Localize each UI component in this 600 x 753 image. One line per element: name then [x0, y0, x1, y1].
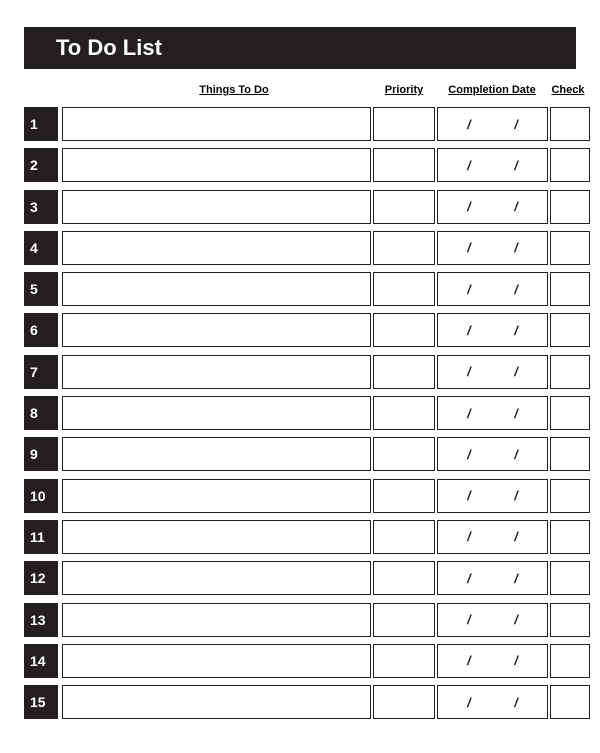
column-headers — [24, 84, 585, 100]
date-separator: / / — [467, 488, 538, 504]
completion-date-input[interactable] — [437, 313, 548, 347]
table-row — [24, 561, 576, 597]
row-number: 4 — [24, 231, 58, 265]
table-row — [24, 107, 576, 143]
check-checkbox[interactable] — [550, 313, 590, 347]
task-input[interactable] — [62, 561, 371, 595]
column-header-check: Check — [551, 84, 585, 96]
priority-input[interactable] — [373, 148, 435, 182]
table-row — [24, 190, 576, 226]
completion-date-input[interactable] — [437, 355, 548, 389]
row-number: 1 — [24, 107, 58, 141]
task-input[interactable] — [62, 272, 371, 306]
table-row — [24, 603, 576, 639]
row-number: 14 — [24, 644, 58, 678]
column-header-things-to-do: Things To Do — [199, 84, 269, 96]
table-row — [24, 313, 576, 349]
row-number: 8 — [24, 396, 58, 430]
date-separator: / / — [467, 570, 538, 586]
check-checkbox[interactable] — [550, 479, 590, 513]
title-bar — [24, 27, 576, 69]
check-checkbox[interactable] — [550, 355, 590, 389]
task-input[interactable] — [62, 148, 371, 182]
row-number: 7 — [24, 355, 58, 389]
task-input[interactable] — [62, 313, 371, 347]
row-number: 15 — [24, 685, 58, 719]
priority-input[interactable] — [373, 685, 435, 719]
row-number: 5 — [24, 272, 58, 306]
column-header-priority: Priority — [384, 84, 424, 96]
date-separator: / / — [467, 364, 538, 380]
date-separator: / / — [467, 694, 538, 710]
task-input[interactable] — [62, 355, 371, 389]
check-checkbox[interactable] — [550, 437, 590, 471]
row-number: 11 — [24, 520, 58, 554]
completion-date-input[interactable] — [437, 479, 548, 513]
priority-input[interactable] — [373, 272, 435, 306]
check-checkbox[interactable] — [550, 272, 590, 306]
page-title: To Do List — [56, 35, 162, 60]
completion-date-input[interactable] — [437, 561, 548, 595]
check-checkbox[interactable] — [550, 231, 590, 265]
completion-date-input[interactable] — [437, 644, 548, 678]
completion-date-input[interactable] — [437, 231, 548, 265]
priority-input[interactable] — [373, 190, 435, 224]
table-row — [24, 520, 576, 556]
task-input[interactable] — [62, 107, 371, 141]
date-separator: / / — [467, 322, 538, 338]
row-number: 10 — [24, 479, 58, 513]
task-input[interactable] — [62, 396, 371, 430]
date-separator: / / — [467, 116, 538, 132]
task-input[interactable] — [62, 520, 371, 554]
table-row — [24, 231, 576, 267]
row-number: 12 — [24, 561, 58, 595]
completion-date-input[interactable] — [437, 603, 548, 637]
check-checkbox[interactable] — [550, 107, 590, 141]
task-input[interactable] — [62, 685, 371, 719]
check-checkbox[interactable] — [550, 685, 590, 719]
completion-date-input[interactable] — [437, 148, 548, 182]
date-separator: / / — [467, 199, 538, 215]
date-separator: / / — [467, 653, 538, 669]
priority-input[interactable] — [373, 520, 435, 554]
completion-date-input[interactable] — [437, 396, 548, 430]
table-row — [24, 355, 576, 391]
task-input[interactable] — [62, 231, 371, 265]
table-row — [24, 685, 576, 721]
priority-input[interactable] — [373, 396, 435, 430]
column-header-completion-date: Completion Date — [448, 84, 536, 96]
check-checkbox[interactable] — [550, 148, 590, 182]
date-separator: / / — [467, 240, 538, 256]
completion-date-input[interactable] — [437, 107, 548, 141]
row-number: 9 — [24, 437, 58, 471]
check-checkbox[interactable] — [550, 520, 590, 554]
priority-input[interactable] — [373, 603, 435, 637]
task-input[interactable] — [62, 479, 371, 513]
check-checkbox[interactable] — [550, 396, 590, 430]
priority-input[interactable] — [373, 355, 435, 389]
row-number: 3 — [24, 190, 58, 224]
completion-date-input[interactable] — [437, 437, 548, 471]
priority-input[interactable] — [373, 231, 435, 265]
table-row — [24, 396, 576, 432]
table-row — [24, 272, 576, 308]
task-input[interactable] — [62, 437, 371, 471]
table-row — [24, 479, 576, 515]
row-number: 2 — [24, 148, 58, 182]
completion-date-input[interactable] — [437, 190, 548, 224]
check-checkbox[interactable] — [550, 644, 590, 678]
priority-input[interactable] — [373, 479, 435, 513]
check-checkbox[interactable] — [550, 190, 590, 224]
table-row — [24, 437, 576, 473]
date-separator: / / — [467, 405, 538, 421]
priority-input[interactable] — [373, 437, 435, 471]
row-number: 6 — [24, 313, 58, 347]
table-row — [24, 148, 576, 184]
completion-date-input[interactable] — [437, 685, 548, 719]
task-input[interactable] — [62, 190, 371, 224]
date-separator: / / — [467, 446, 538, 462]
completion-date-input[interactable] — [437, 520, 548, 554]
todo-rows — [24, 107, 576, 726]
date-separator: / / — [467, 281, 538, 297]
check-checkbox[interactable] — [550, 603, 590, 637]
task-input[interactable] — [62, 644, 371, 678]
priority-input[interactable] — [373, 313, 435, 347]
date-separator: / / — [467, 529, 538, 545]
check-checkbox[interactable] — [550, 561, 590, 595]
priority-input[interactable] — [373, 561, 435, 595]
priority-input[interactable] — [373, 107, 435, 141]
completion-date-input[interactable] — [437, 272, 548, 306]
date-separator: / / — [467, 157, 538, 173]
table-row — [24, 644, 576, 680]
date-separator: / / — [467, 612, 538, 628]
row-number: 13 — [24, 603, 58, 637]
task-input[interactable] — [62, 603, 371, 637]
priority-input[interactable] — [373, 644, 435, 678]
